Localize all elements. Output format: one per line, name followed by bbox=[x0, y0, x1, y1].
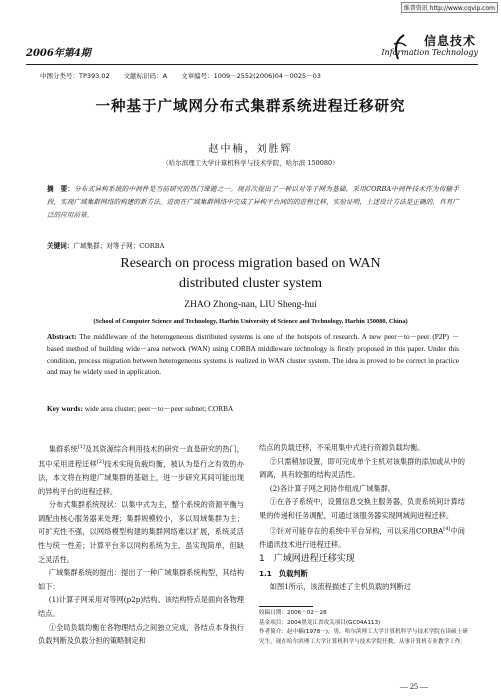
keywords-cn bbox=[47, 240, 459, 250]
abstract-cn bbox=[47, 183, 459, 223]
article-meta bbox=[40, 71, 460, 80]
paragraph: (1)计算子网采用对等网(p2p)结构。该结构特点是面向各物理结点。 bbox=[38, 595, 244, 618]
title-en-line2: distributed cluster system bbox=[178, 276, 323, 291]
paragraph: (2)各计算子网之间协作组成广域集群。 bbox=[269, 483, 395, 493]
footnote-rule bbox=[259, 606, 313, 607]
paragraph: ①在各子系统中，设置信息交换主服务器，负责系统间计算结果的传递和任务调配，可通过该服务器实现网域间进程迁移。 bbox=[259, 497, 465, 520]
footnote-fund: 基金项目：2004黑龙江省攻关项目(GC04A113) bbox=[259, 619, 381, 626]
section-heading: 1 广域网进程迁移实现 bbox=[259, 554, 355, 565]
affiliation-cn: （哈尔滨理工大学计算机科学与技术学院，哈尔滨 150080） bbox=[162, 159, 339, 167]
title-en bbox=[0, 254, 501, 294]
header-rule bbox=[26, 64, 478, 65]
authors-en: ZHAO Zhong-nan, LIU Sheng-hui bbox=[184, 300, 317, 310]
logo-text-en: Information Technology bbox=[381, 48, 478, 57]
affiliation-en: (School of Computer Science and Technology, Harbin University of Science and Technology, Harbin 150080, China) bbox=[93, 318, 408, 325]
body-column-right bbox=[259, 441, 465, 594]
page-number: — 25 — bbox=[400, 682, 428, 691]
paragraph: ②只需稍加设置，即可完成单个主机对该集群的添加或从中的调离，具有较强的结构灵活性。 bbox=[259, 456, 465, 480]
citation: [1] bbox=[77, 444, 85, 450]
abstract-cn-text: 分布式异构系统的中间件是当前研究的热门课题之一。现首次提出了一种以对等子网为基础，采用CORBA中间件技术作为传输手段，实现广域集群网络的构建的新方法。进而在广域集群网络中完成了异构平台间的的进程迁移，实验证明，上述设计方法是正确的，具有广泛的应用前景。 bbox=[47, 185, 459, 220]
issue-label: 2006年第4期 bbox=[26, 48, 91, 59]
keywords-cn-text: 广域集群；对等子网；CORBA bbox=[73, 242, 165, 250]
authors-cn: 赵中楠，刘胜辉 bbox=[208, 144, 293, 155]
journal-logo bbox=[378, 32, 478, 64]
footnote-received: 收稿日期：2006－02－28 bbox=[259, 610, 327, 616]
keywords-cn-label: 关键词： bbox=[47, 242, 74, 250]
keywords-en-label: Key words: bbox=[47, 404, 83, 413]
subsection-heading: 1.1 负载判断 bbox=[259, 568, 308, 578]
keywords-en-text: wide area cluster; peer－to－peer subnet; CORBA bbox=[82, 404, 234, 413]
title-en-line1: Research on process migration based on WAN bbox=[120, 256, 381, 271]
footnote-bio: 作者简介：赵中楠(1978－)，男，哈尔滨理工大学计算机科学与技术学院在读硕士研究生，现在哈尔滨理工大学计算机科学与技术学院任教，从事计算机专业教学工作。 bbox=[259, 629, 468, 645]
abstract-en-text: The middleware of the heterogeneous distributed systems is one of the hotspots of research. A new peer－to－peer (P2P) － based method of building wide－area network (WAN) using CORBA middleware technology is firstly proposed in this paper. Under this condition, process migration between heterogeneous systems is realized in WAN cluster system. The idea is proved to be correct in practice and may be widely used in application. bbox=[47, 332, 459, 377]
abstract-en bbox=[47, 331, 459, 378]
article-number: 文章编号：1009－2552(2006)04－0025－03 bbox=[181, 72, 321, 80]
body-column-left bbox=[38, 441, 244, 648]
abstract-cn-label: 摘 要： bbox=[47, 185, 75, 193]
paragraph: ①全局负载均衡在各物理结点之间独立完成，各结点本身执行负载判断及负载分担的策略制定和 bbox=[38, 622, 244, 646]
paragraph: 广域集群系统的提出：提出了一种广域集群系统构型，其结构如下： bbox=[38, 568, 244, 591]
citation: [2] bbox=[96, 458, 105, 465]
paragraph: 结点的负载迁移，不采用集中式进行资源负载均衡。 bbox=[259, 443, 425, 452]
footnote bbox=[259, 609, 469, 647]
abstract-en-label: Abstract: bbox=[47, 332, 77, 341]
citation: [4] bbox=[443, 525, 451, 532]
journal-header bbox=[26, 34, 478, 66]
watermark: 维普资讯 http://www.cqvip.com bbox=[401, 2, 498, 13]
paragraph: 如图1所示，该流程描述了主机负载的判断过 bbox=[269, 582, 411, 592]
title-cn: 一种基于广域网分布式集群系统进程迁移研究 bbox=[95, 99, 406, 115]
clc-number: 中图分类号：TP393.02 bbox=[40, 72, 110, 80]
keywords-en bbox=[47, 404, 459, 414]
doc-code: 文献标识码：A bbox=[123, 72, 168, 80]
paragraph: 集群系统[1]及其资源综合利用技术的研究一直是研究的热门，其中采用进程迁移[2]技术实现负载均衡，被认为是行之有效的办法，本文将在构建广域集群的基础上，进一步研究其间可能出现的异构平台的进程迁移。 bbox=[38, 444, 244, 496]
logo-text-cn: 信息技术 bbox=[423, 34, 476, 48]
paragraph: ②针对可能存在的系统中平台异构，可以采用CORBA[4]中间件通讯技术进行进程迁移。 bbox=[259, 525, 465, 549]
paragraph: 分布式集群系统现状：以集中式为主，整个系统的资源平衡与调配由核心服务器来处理；集群规模较小，多以局域集群为主；可扩充性不强，以网络模型构建的集群网络难以扩展，系统灵活性与统一性差；计算平台多以同构系统为主，虽实现简单，但缺乏灵活性。 bbox=[38, 500, 244, 564]
